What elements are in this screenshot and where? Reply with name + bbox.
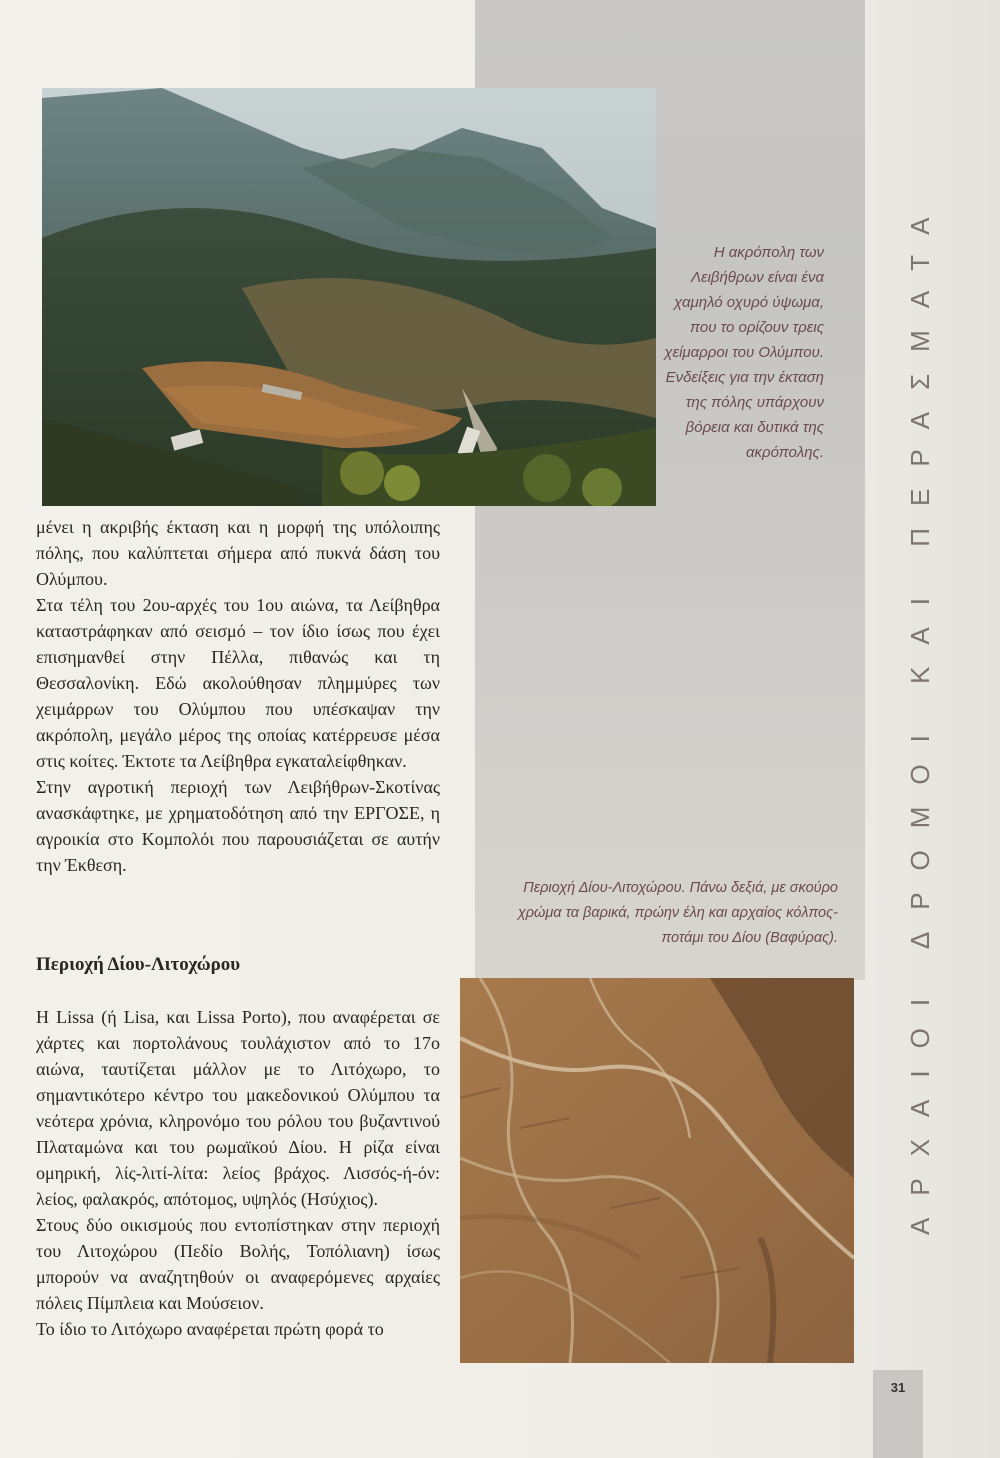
page-number: 31 — [890, 1380, 906, 1395]
paragraph: Η Lissa (ή Lisa, και Lissa Porto), που αναφέρεται σε χάρτες και πορτολάνους τουλάχιστον από το 17ο αιώνα, ταυτίζεται μάλλον με το Λιτόχωρο, το σημαντικότερο κέντρο του μακεδονικού Ολύμπου τα νεότερα χρόνια, κληρονόμο του ρόλου του βυζαντινού Πλαταμώνα και του ρωμαϊκού Δίου. Η ρίζα είναι ομηρική, λίς-λιτί-λίτα: λείος βράχος. Λισσός-ή-όν: λείος, φαλακρός, απότομος, υψηλός (Ησύχιος). — [36, 1007, 440, 1209]
paragraph: Το ίδιο το Λιτόχωρο αναφέρεται πρώτη φορά το — [36, 1319, 384, 1339]
section-heading: Περιοχή Δίου-Λιτοχώρου — [36, 954, 241, 975]
paragraph: Στην αγροτική περιοχή των Λειβήθρων-Σκοτίνας ανασκάφτηκε, με χρηματοδότηση από την ΕΡΓΟΣΕ, η αγροικία στο Κομπολόι που παρουσιάζεται σε αυτήν την Έκθεση. — [36, 777, 440, 875]
photo-caption-bottom: Περιοχή Δίου-Λιτοχώρου. Πάνω δεξιά, με σκούρο χρώμα τα βαρικά, πρώην έλη και αρχαίος κόλπος-ποτάμι του Δίου (Βαφύρας). — [517, 880, 838, 946]
aerial-photo-dion-litochoro — [460, 978, 854, 1363]
body-text-column-2 — [36, 1004, 440, 1342]
body-text-column-1 — [36, 514, 440, 878]
paragraph: μένει η ακριβής έκταση και η μορφή της υπόλοιπης πόλης, που καλύπτεται σήμερα από πυκνά δάση του Ολύμπου. — [36, 517, 440, 589]
photo-caption-top: Η ακρόπολη των Λειβήθρων είναι ένα χαμηλό οχυρό ύψωμα, που το ορίζουν τρεις χείμαρροι του Ολύμπου. Ενδείξεις για την έκταση της πόλης υπάρχουν βόρεια και δυτικά της ακρόπολης. — [664, 244, 824, 461]
paragraph: Στους δύο οικισμούς που εντοπίστηκαν στην περιοχή του Λιτοχώρου (Πεδίο Βολής, Τοπόλιανη) ίσως μπορούν να αναζητηθούν οι αναφερόμενες αρχαίες πόλεις Πίμπλεια και Μούσειον. — [36, 1215, 440, 1313]
photo-leivithra-acropolis — [42, 88, 656, 506]
paragraph: Στα τέλη του 2ου-αρχές του 1ου αιώνα, τα Λείβηθρα καταστράφηκαν από σεισμό – τον ίδιο ίσως που έχει επισημανθεί στην Πέλλα, πιθανώς και τη Θεσσαλονίκη. Εδώ ακολούθησαν πλημμύρες των χειμάρρων του Ολύμπου που υπέσκαψαν την ακρόπολη, μεγάλο μέρος της οποίας κατέρρευσε μέσα στις κοίτες. Έκτοτε τα Λείβηθρα εγκαταλείφθηκαν. — [36, 595, 440, 771]
running-title: ΑΡΧΑΙΟΙ ΔΡΟΜΟΙ ΚΑΙ ΠΕΡΑΣΜΑΤΑ — [905, 195, 935, 1235]
